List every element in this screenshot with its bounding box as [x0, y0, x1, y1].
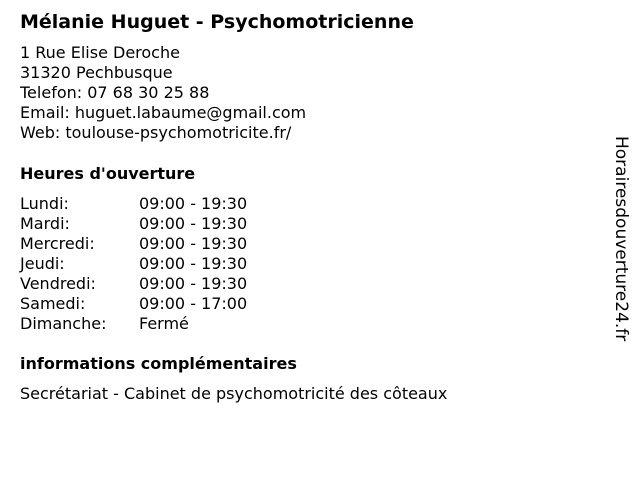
day-time: 09:00 - 17:00 — [139, 294, 248, 313]
day-label: Lundi: — [20, 194, 69, 213]
day-time: Fermé — [139, 314, 189, 333]
day-label: Vendredi: — [20, 274, 96, 293]
day-time: 09:00 - 19:30 — [139, 254, 248, 273]
city-address: 31320 Pechbusque — [20, 63, 173, 82]
additional-info-text: Secrétariat - Cabinet de psychomotricité des côteaux — [20, 384, 448, 403]
website: Web: toulouse-psychomotricite.fr/ — [20, 123, 292, 142]
day-label: Mercredi: — [20, 234, 95, 253]
day-time: 09:00 - 19:30 — [139, 214, 248, 233]
hours-row-vendredi — [20, 274, 247, 294]
hours-row-mercredi — [20, 234, 247, 254]
day-time: 09:00 - 19:30 — [139, 274, 248, 293]
day-label: Dimanche: — [20, 314, 107, 333]
opening-hours-list — [20, 194, 247, 334]
email-address: Email: huguet.labaume@gmail.com — [20, 103, 307, 122]
page-title: Mélanie Huguet - Psychomotricienne — [20, 11, 414, 33]
address-block — [20, 43, 306, 143]
hours-row-jeudi — [20, 254, 247, 274]
hours-row-samedi — [20, 294, 247, 314]
day-time: 09:00 - 19:30 — [139, 234, 248, 253]
hours-row-mardi — [20, 214, 247, 234]
day-label: Mardi: — [20, 214, 70, 233]
hours-row-lundi — [20, 194, 247, 214]
day-label: Samedi: — [20, 294, 86, 313]
hours-row-dimanche — [20, 314, 247, 334]
additional-info-heading: informations complémentaires — [20, 354, 297, 373]
street-address: 1 Rue Elise Deroche — [20, 43, 180, 62]
opening-hours-heading: Heures d'ouverture — [20, 164, 196, 183]
phone-number: Telefon: 07 68 30 25 88 — [20, 83, 210, 102]
day-time: 09:00 - 19:30 — [139, 194, 248, 213]
day-label: Jeudi: — [20, 254, 65, 273]
site-watermark: Horairesdouverture24.fr — [611, 136, 631, 342]
